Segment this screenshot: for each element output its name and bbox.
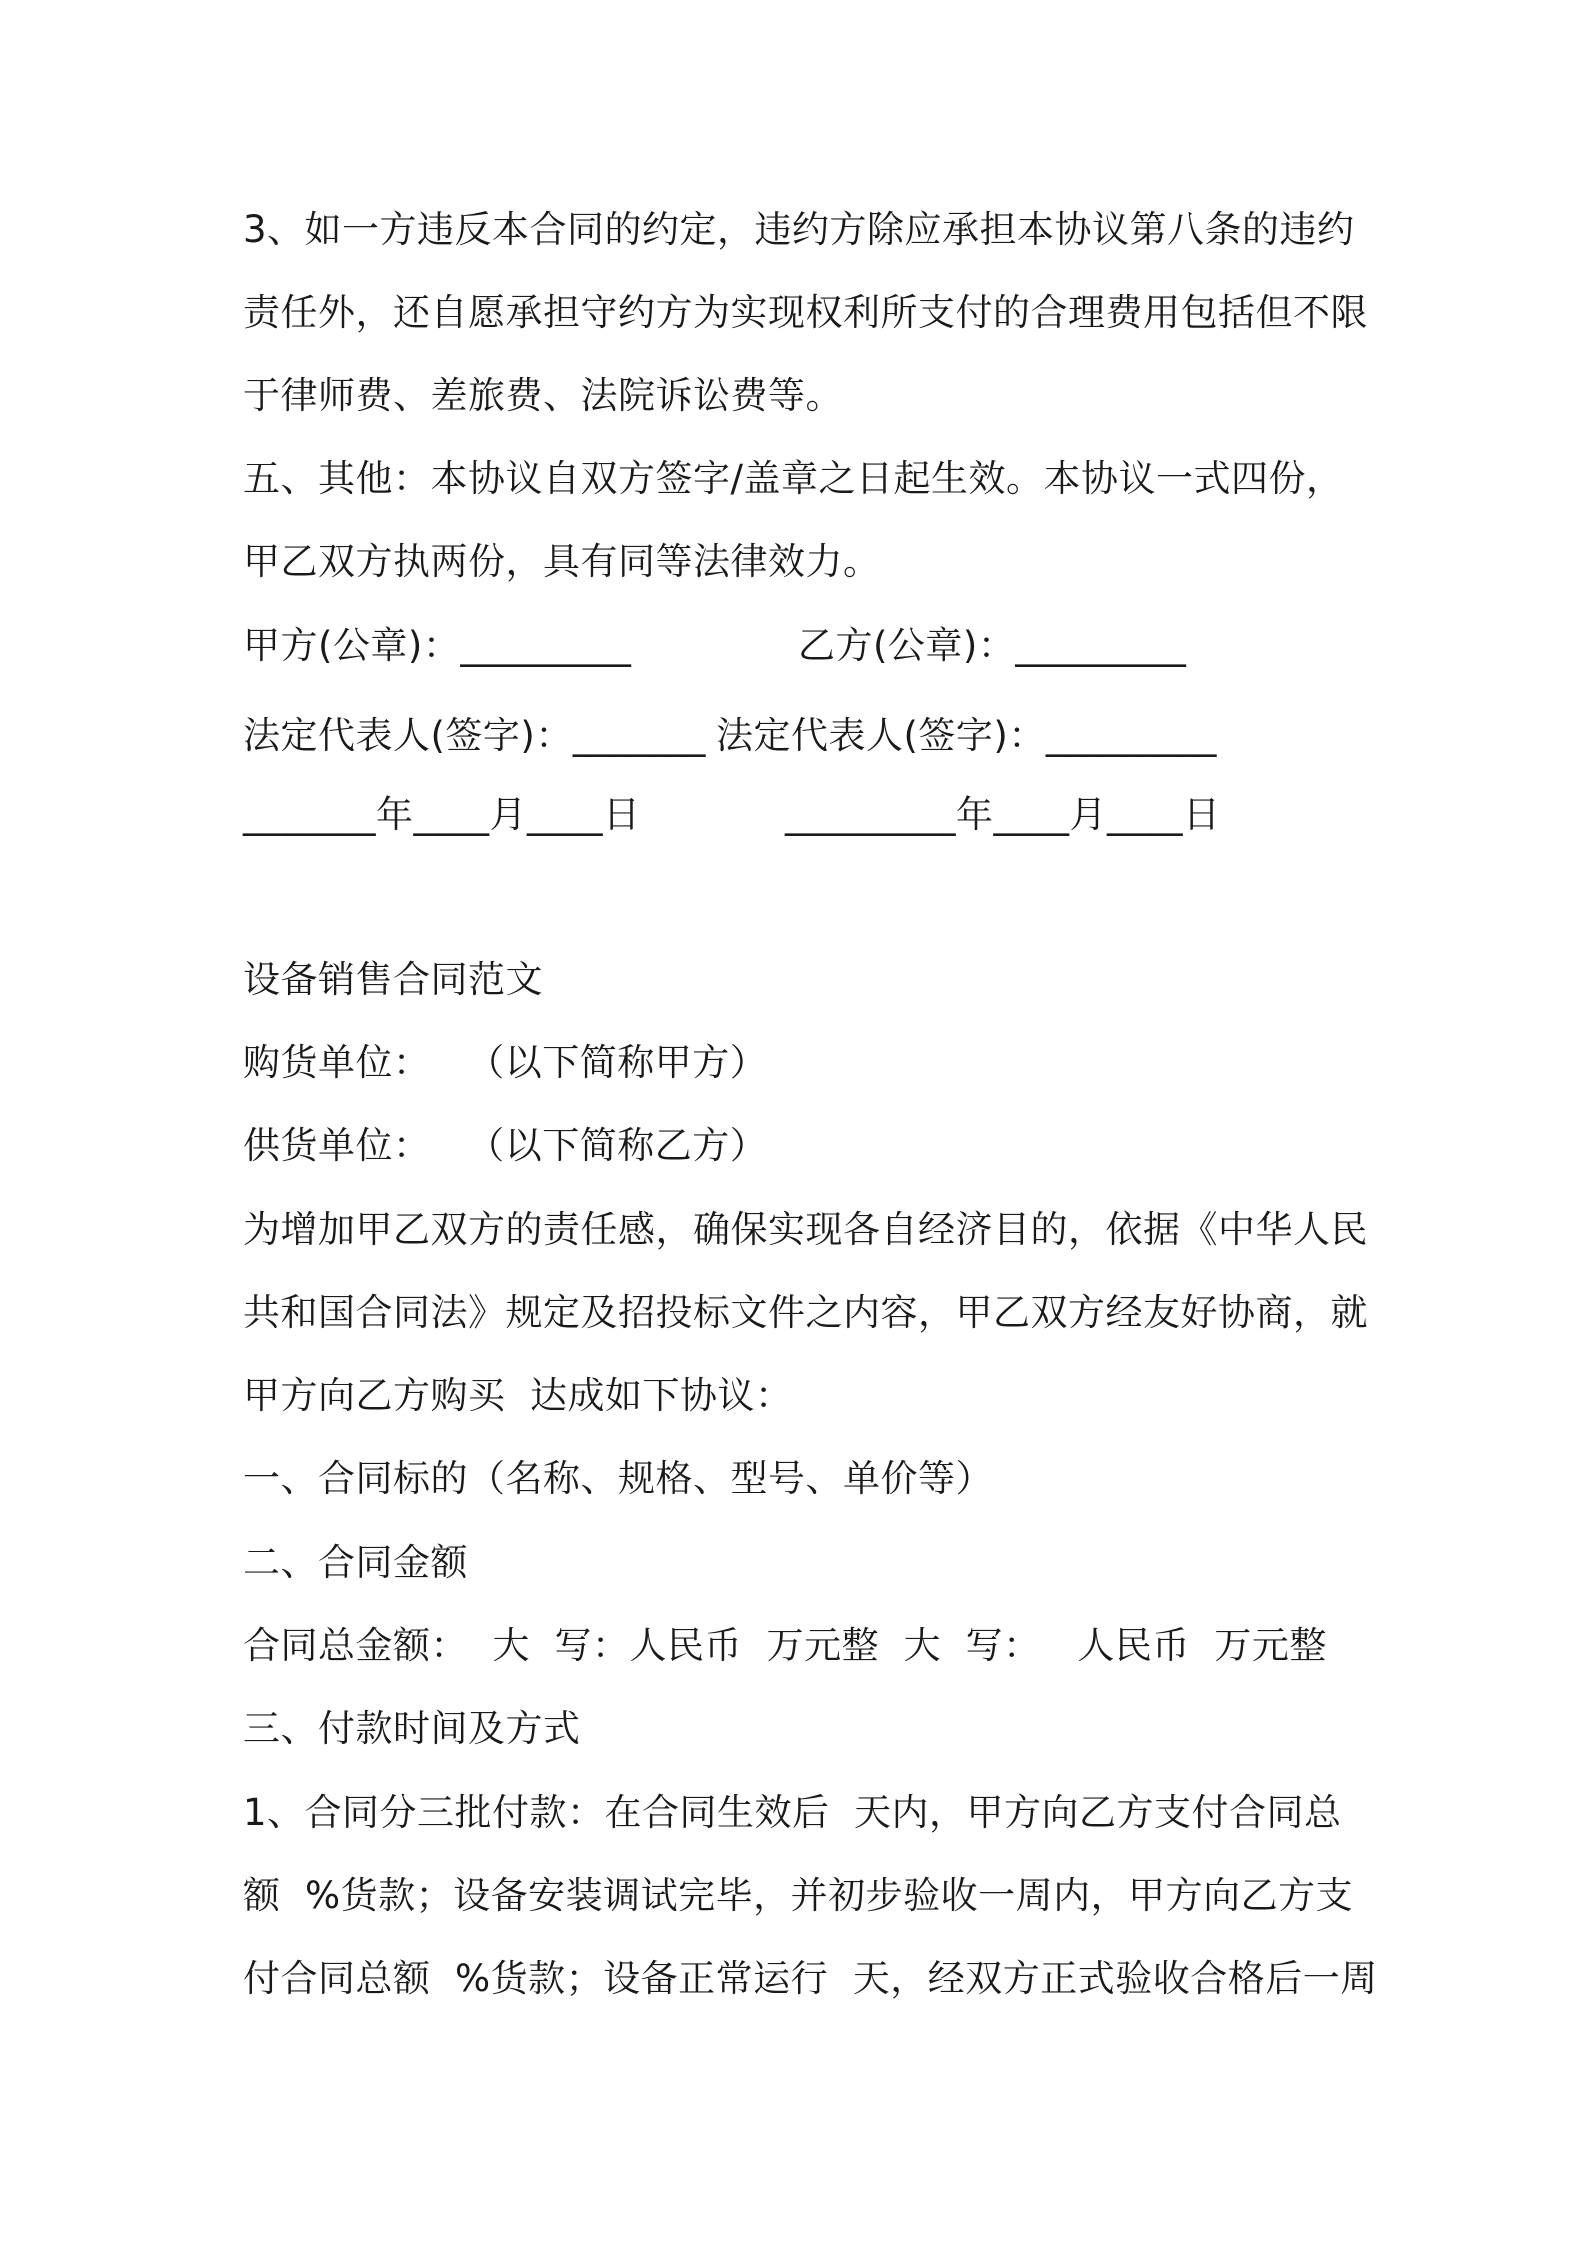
legal-rep-a-line: 法定代表人(签字)：_______	[243, 714, 706, 757]
date-a-line: _______年____月____日	[243, 793, 641, 836]
party-a-seal-line: 甲方(公章)：_________	[243, 624, 632, 667]
clause-5-line-1: 五、其他：本协议自双方签字/盖章之日起生效。本协议一式四份，	[243, 457, 1344, 500]
legal-rep-b-line: 法定代表人(签字)：_________	[716, 714, 1217, 757]
payment-line-2: 额 %货款；设备安装调试完毕，并初步验收一周内，甲方向乙方支	[243, 1874, 1354, 1917]
supplier-line: 供货单位： （以下简称乙方）	[243, 1124, 768, 1167]
section-title: 设备销售合同范文	[243, 958, 543, 1001]
item-2-heading: 二、合同金额	[243, 1541, 468, 1584]
intro-line-1: 为增加甲乙双方的责任感，确保实现各自经济目的，依据《中华人民	[243, 1208, 1368, 1251]
clause-5-line-2: 甲乙双方执两份，具有同等法律效力。	[243, 540, 881, 583]
intro-line-3: 甲方向乙方购买 达成如下协议：	[243, 1374, 793, 1417]
item-3-heading: 三、付款时间及方式	[243, 1707, 581, 1750]
clause-3-line-1: 3、如一方违反本合同的约定，违约方除应承担本协议第八条的违约	[243, 208, 1355, 251]
clause-3-line-2: 责任外，还自愿承担守约方为实现权利所支付的合理费用包括但不限	[243, 291, 1368, 334]
intro-line-2: 共和国合同法》规定及招投标文件之内容，甲乙双方经友好协商，就	[243, 1291, 1368, 1334]
date-b-line: _________年____月____日	[785, 793, 1221, 836]
payment-line-1: 1、合同分三批付款：在合同生效后 天内，甲方向乙方支付合同总	[243, 1791, 1342, 1834]
item-1-heading: 一、合同标的（名称、规格、型号、单价等）	[243, 1457, 993, 1500]
buyer-line: 购货单位： （以下简称甲方）	[243, 1041, 768, 1084]
payment-line-3: 付合同总额 %货款；设备正常运行 天，经双方正式验收合格后一周	[243, 1957, 1378, 2000]
party-b-seal-line: 乙方(公章)：_________	[798, 624, 1187, 667]
clause-3-line-3: 于律师费、差旅费、法院诉讼费等。	[243, 374, 843, 417]
amount-line: 合同总金额： 大 写：人民币 万元整 大 写： 人民币 万元整	[243, 1624, 1327, 1667]
